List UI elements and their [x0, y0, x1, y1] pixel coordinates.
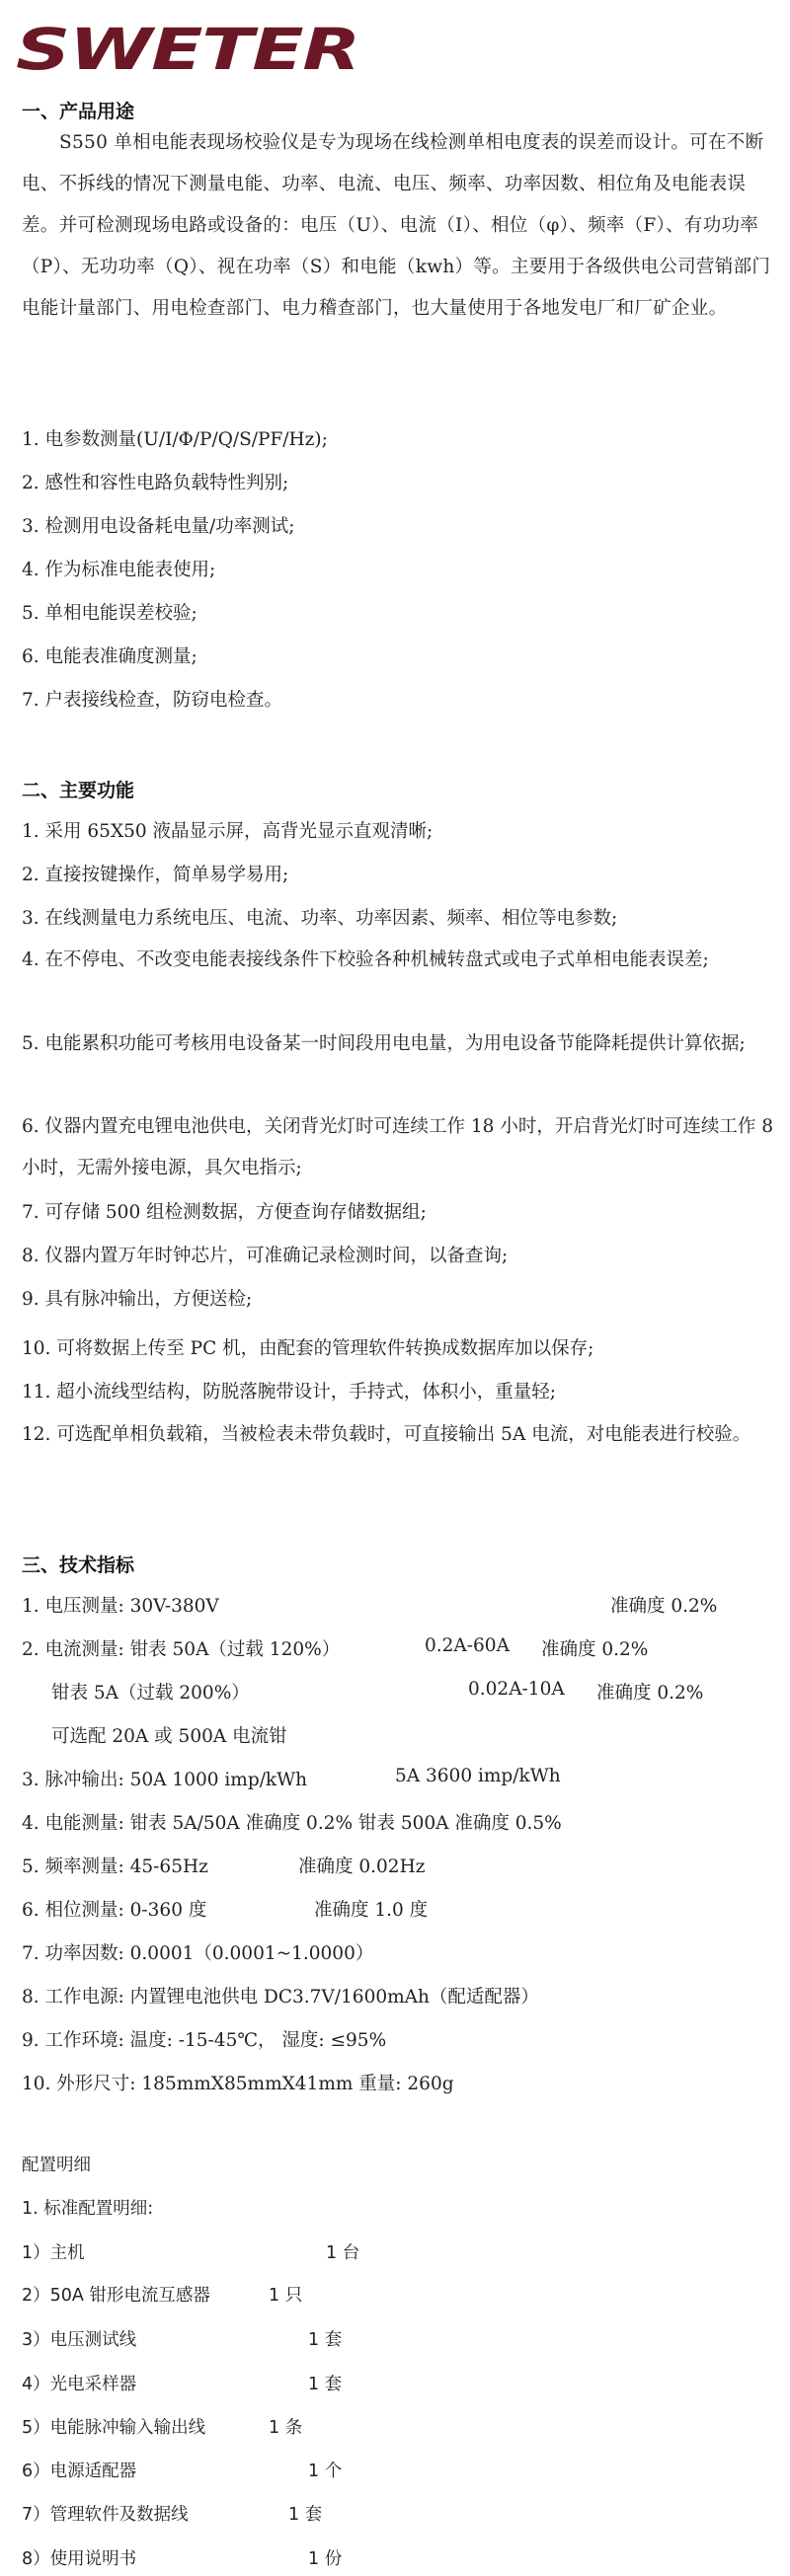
config-item-qty: 1 台	[326, 2243, 360, 2263]
feature-item: 5. 电能累积功能可考核用电设备某一时间段用电电量，为用电设备节能降耗提供计算依据;	[22, 1033, 746, 1054]
config-item-name: 3）电压测试线	[22, 2330, 137, 2350]
config-heading: 配置明细	[22, 2156, 91, 2175]
spec-voltage: 1. 电压测量: 30V-380V	[22, 1596, 219, 1617]
spec-frequency: 5. 频率测量: 45-65Hz	[22, 1856, 208, 1877]
config-item-name: 5）电能脉冲输入输出线	[22, 2418, 206, 2438]
usage-item: 4. 作为标准电能表使用;	[22, 560, 216, 580]
feature-item: 6. 仪器内置充电锂电池供电，关闭背光灯时可连续工作 18 小时，开启背光灯时可连续工作 8 小时，无需外接电源，具欠电指示;	[22, 1116, 773, 1178]
spec-current-optional: 可选配 20A 或 500A 电流钳	[51, 1726, 287, 1747]
config-item-qty: 1 个	[308, 2462, 343, 2481]
spec-power-factor: 7. 功率因数: 0.0001（0.0001~1.0000）	[22, 1943, 374, 1964]
feature-item: 1. 采用 65X50 液晶显示屏，高背光显示直观清晰;	[22, 821, 434, 842]
config-item-qty: 1 套	[288, 2505, 323, 2525]
spec-phase: 6. 相位测量: 0-360 度	[22, 1900, 207, 1921]
config-item-name: 6）电源适配器	[22, 2462, 137, 2481]
feature-item: 11. 超小流线型结构，防脱落腕带设计，手持式，体积小，重量轻;	[22, 1382, 557, 1402]
spec-environment: 9. 工作环境: 温度: -15-45℃， 湿度: ≤95%	[22, 2030, 387, 2051]
config-item-name: 7）管理软件及数据线	[22, 2505, 189, 2525]
spec-dimensions: 10. 外形尺寸: 185mmX85mmX41mm 重量: 260g	[22, 2074, 454, 2094]
config-item-name: 2）50A 钳形电流互感器	[22, 2286, 210, 2306]
config-subheading: 1. 标准配置明细:	[22, 2199, 154, 2219]
feature-item: 10. 可将数据上传至 PC 机，由配套的管理软件转换成数据库加以保存;	[22, 1338, 594, 1359]
section-heading-specs: 三、技术指标	[22, 1554, 135, 1576]
usage-item: 6. 电能表准确度测量;	[22, 646, 198, 667]
config-item-qty: 1 份	[308, 2549, 343, 2569]
spec-pulse-5a: 5A 3600 imp/kWh	[395, 1766, 561, 1786]
usage-item: 7. 户表接线检查，防窃电检查。	[22, 690, 283, 711]
config-item-qty: 1 只	[269, 2286, 303, 2306]
feature-item: 4. 在不停电、不改变电能表接线条件下校验各种机械转盘式或电子式单相电能表误差;	[22, 949, 709, 970]
feature-item: 9. 具有脉冲输出，方便送检;	[22, 1289, 253, 1310]
spec-energy: 4. 电能测量: 钳表 5A/50A 准确度 0.2% 钳表 500A 准确度 0.5%	[22, 1813, 562, 1834]
section-heading-usage: 一、产品用途	[22, 101, 135, 122]
spec-current-5a-accuracy: 准确度 0.2%	[596, 1683, 704, 1704]
spec-current-5a-range: 0.02A-10A	[468, 1679, 565, 1700]
config-item-qty: 1 条	[269, 2418, 303, 2438]
brand-logo	[12, 18, 367, 79]
usage-item: 2. 感性和容性电路负载特性判别;	[22, 473, 289, 493]
feature-item: 2. 直接按键操作，简单易学易用;	[22, 865, 289, 885]
feature-item: 12. 可选配单相负载箱，当被检表未带负载时，可直接输出 5A 电流，对电能表进行校验。	[22, 1424, 751, 1445]
config-item-name: 4）光电采样器	[22, 2375, 137, 2394]
usage-item: 3. 检测用电设备耗电量/功率测试;	[22, 516, 295, 537]
config-item-qty: 1 套	[308, 2330, 343, 2350]
spec-frequency-accuracy: 准确度 0.02Hz	[298, 1856, 426, 1877]
feature-item: 7. 可存储 500 组检测数据，方便查询存储数据组;	[22, 1202, 427, 1223]
spec-voltage-accuracy: 准确度 0.2%	[610, 1596, 718, 1617]
usage-item: 5. 单相电能误差校验;	[22, 603, 198, 624]
spec-current-range: 0.2A-60A	[425, 1635, 510, 1656]
feature-item: 8. 仪器内置万年时钟芯片，可准确记录检测时间，以备查询;	[22, 1246, 509, 1266]
usage-paragraph: S550 单相电能表现场校验仪是专为现场在线检测单相电度表的误差而设计。可在不断电、不拆线的情况下测量电能、功率、电流、电压、频率、功率因数、相位角及电能表误差。并可检测现场电路或设备的：电压（U）、电流（I）、相位（φ）、频率（F）、有功功率（P）、无功功率（Q）、视在功率（S）和电能（kwh）等。主要用于各级供电公司营销部门 电能计量部门、用电检查部门、电力稽查部门，也大量使用于各地发电厂和厂矿企业。	[22, 132, 771, 319]
spec-current-accuracy: 准确度 0.2%	[541, 1639, 649, 1660]
config-item-name: 1）主机	[22, 2243, 85, 2263]
spec-pulse: 3. 脉冲输出: 50A 1000 imp/kWh	[22, 1770, 308, 1790]
feature-item: 3. 在线测量电力系统电压、电流、功率、功率因素、频率、相位等电参数;	[22, 908, 618, 929]
config-item-qty: 1 套	[308, 2375, 343, 2394]
usage-item: 1. 电参数测量(U/I/Φ/P/Q/S/PF/Hz);	[22, 429, 328, 450]
spec-power-supply: 8. 工作电源: 内置锂电池供电 DC3.7V/1600mAh（配适配器）	[22, 1987, 539, 2008]
sweter-logo-graphic	[12, 18, 367, 79]
svg-text:SWETER: SWETER	[16, 18, 359, 79]
spec-current-5a: 钳表 5A（过载 200%）	[51, 1683, 250, 1704]
spec-phase-accuracy: 准确度 1.0 度	[314, 1900, 429, 1921]
spec-current: 2. 电流测量: 钳表 50A（过载 120%）	[22, 1639, 341, 1660]
config-item-name: 8）使用说明书	[22, 2549, 137, 2569]
section-heading-features: 二、主要功能	[22, 780, 135, 801]
